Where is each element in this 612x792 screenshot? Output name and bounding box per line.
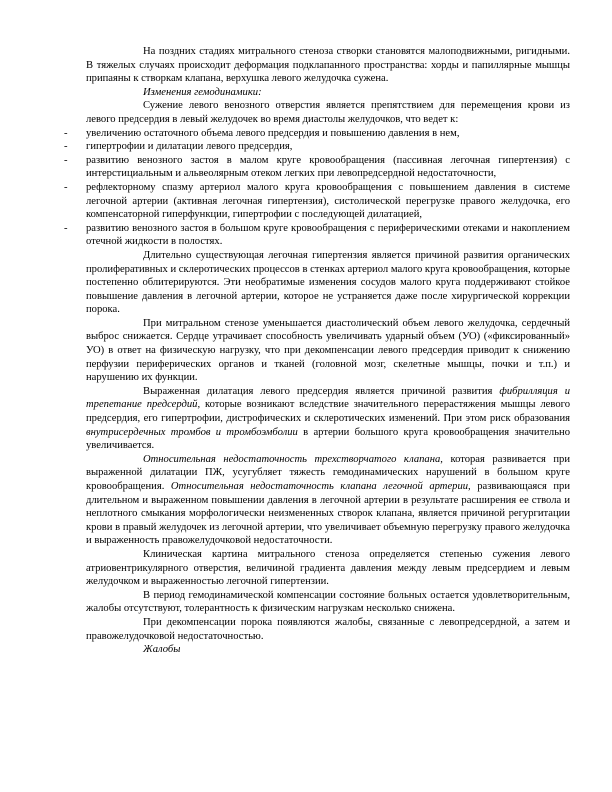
text-run: развивающаяся при длительном и выраженном повышении давления в легочной артерии в результате расширения ее ствола и неплотного смыкания морфологически неизмененных створок клапана, является причиной регургитации крови в правый желудочек из легочной артерии, что увеличивает объемную перегрузку правого желудочка и выраженность правожелудочковой недостаточности. bbox=[86, 481, 570, 547]
italic-term-fibrillation: фибрилляция и трепетание предсердий, bbox=[86, 385, 570, 411]
list-item: - увеличению остаточного объема левого предсердия и повышению давления в нем, bbox=[86, 127, 570, 141]
paragraph-decompensation: При декомпенсации порока появляются жалобы, связанные с левопредсердной, а затем и правожелудочковой недостаточностью. bbox=[86, 616, 570, 642]
list-item: - развитию венозного застоя в малом круге кровообращения (пассивная легочная гипертензия) с интерстициальным и альвеолярным отеком легких при левопредсердной недостаточности, bbox=[86, 154, 570, 181]
text-run: в артерии большого круга кровообращения значительно увеличивается. bbox=[86, 426, 571, 452]
consequences-list bbox=[86, 127, 570, 249]
italic-term-tricuspid: Относительная недостаточность трехстворчатого клапана bbox=[143, 453, 441, 465]
italic-term-pulmonary-valve: Относительная недостаточность клапана легочной артерии, bbox=[170, 481, 471, 492]
paragraph-pulmonary-hypertension: Длительно существующая легочная гипертензия является причиной развития органических пролиферативных и склеротических процессов в стенках артериол малого круга кровообращения, которые постепенно облитерируются. Эти необратимые изменения сосудов малого круга поддерживают стойкое повышение давления в легочной артерии, которое не устраняется даже после хирургической коррекции порока. bbox=[86, 249, 570, 316]
text-run: , которая развивается при выраженной дилатации ПЖ, усугубляет тяжесть гемодинамических нарушений в большом круге кровообращения. bbox=[86, 453, 571, 492]
document-body bbox=[86, 45, 570, 657]
paragraph-stenosis-obstruction: Сужение левого венозного отверстия является препятствием для перемещения крови из левого предсердия в левый желудочек во время диастолы желудочков, что ведет к: bbox=[86, 100, 570, 125]
paragraph-relative-insufficiency bbox=[86, 453, 570, 548]
text-run: которые возникают вследствие значительного перерастяжения мышцы левого предсердия, его гипертрофии, дистрофических и склеротических изменений. При этом риск образования bbox=[86, 399, 570, 425]
heading-complaints: Жалобы bbox=[143, 644, 181, 656]
paragraph-late-stages: На поздних стадиях митрального стеноза створки становятся малоподвижными, ригидными. В тяжелых случаях происходит деформация подклапанного пространства: хорды и папиллярные мышцы припаяны к створкам клапана, верхушка левого желудочка сужена. bbox=[86, 46, 570, 85]
paragraph-atrial-fibrillation bbox=[86, 385, 570, 453]
paragraph-cardiac-output: При митральном стенозе уменьшается диастолический объем левого желудочка, сердечный выброс снижается. Сердце утрачивает способность увеличивать ударный объем (УО) («фиксированный» УО) в ответ на физическую нагрузку, что при декомпенсации левого предсердия приводит к снижению перфузии периферических органов и тканей (головной мозг, скелетные мышцы, почки и т.п.) и нарушению их функции. bbox=[86, 317, 570, 384]
list-item: - гипертрофии и дилатации левого предсердия, bbox=[86, 140, 570, 154]
paragraph-compensation: В период гемодинамической компенсации состояние больных остается удовлетворительным, жалобы отсутствуют, толерантность к физическим нагрузкам несколько снижена. bbox=[86, 589, 570, 615]
italic-term-thrombi: внутрисердечных тромбов и тромбоэмболии bbox=[86, 426, 298, 438]
list-item: - развитию венозного застоя в большом круге кровообращения с периферическими отеками и накоплением отечной жидкости в полостях. bbox=[86, 222, 570, 249]
list-item: - рефлекторному спазму артериол малого круга кровообращения с повышением давления в системе легочной артерии (активная легочная гипертензия), систолической перегрузке правого желудочка, его компенсаторной гиперфункции, гипертрофии с последующей дилатацией, bbox=[86, 181, 570, 222]
text-run: Выраженная дилатация левого предсердия является причиной развития bbox=[143, 385, 500, 397]
heading-hemodynamics: Изменения гемодинамики: bbox=[143, 86, 262, 98]
paragraph-clinical-picture: Клиническая картина митрального стеноза определяется степенью сужения левого атриовентрикулярного отверстия, величиной градиента давления между левым предсердием и левым желудочком и выраженностью легочной гипертензии. bbox=[86, 548, 570, 588]
